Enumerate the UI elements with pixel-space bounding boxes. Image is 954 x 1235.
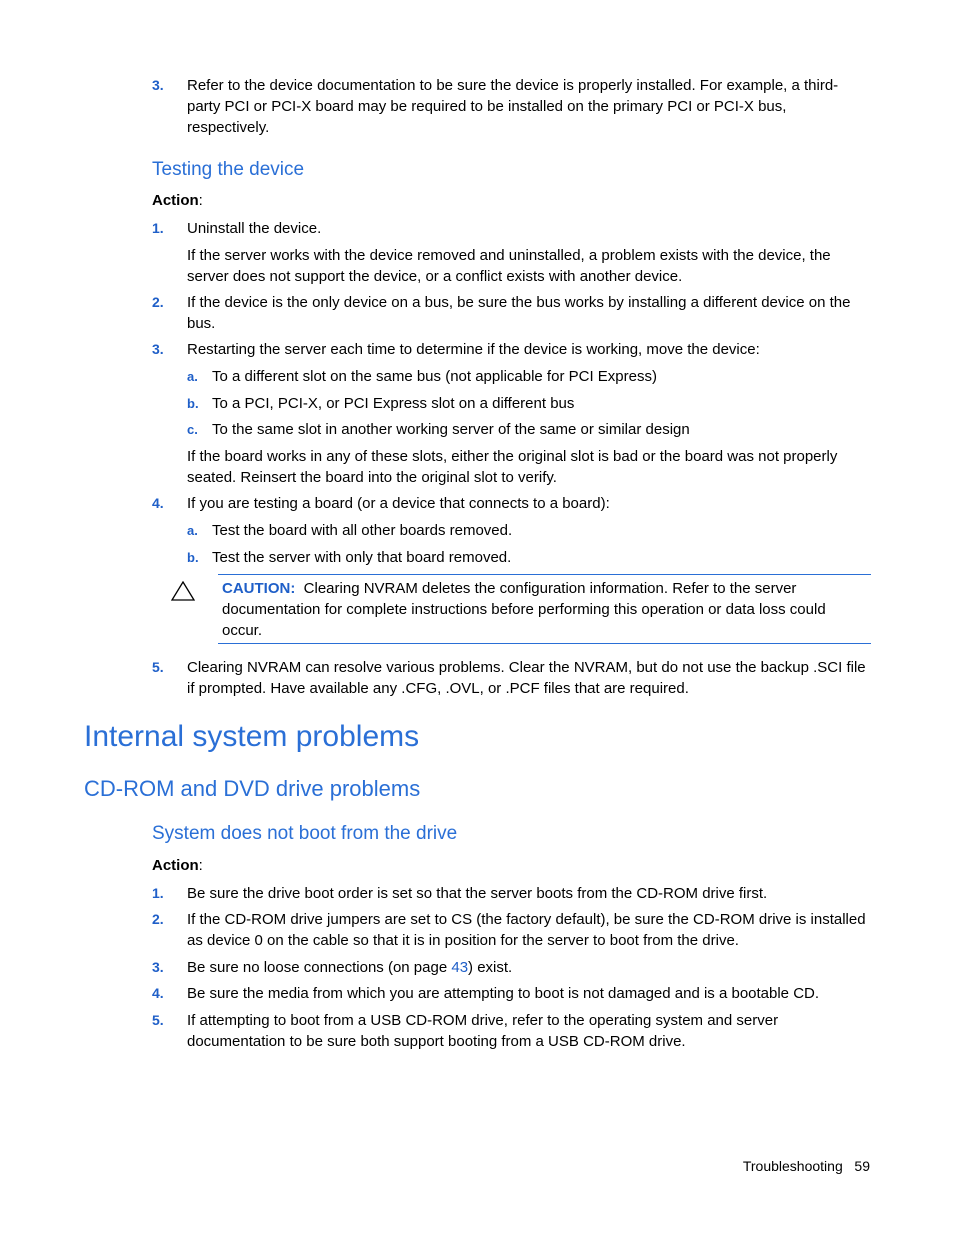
subsection-heading-boot: System does not boot from the drive	[152, 823, 458, 844]
list-number: 2.	[152, 294, 164, 310]
sublist-item-text: To a PCI, PCI-X, or PCI Express slot on a different bus	[212, 395, 575, 412]
list-number: 3.	[152, 959, 164, 975]
list-number: 2.	[152, 911, 164, 927]
caution-notice	[222, 578, 862, 641]
list-item-text: Uninstall the device.	[187, 220, 322, 237]
chapter-heading: Internal system problems	[84, 720, 420, 753]
caution-text: Clearing NVRAM deletes the configuration information. Refer to the server documentation for complete instructions before performing this operation or data loss could occur.	[222, 580, 826, 639]
list-item-text: If you are testing a board (or a device that connects to a board):	[187, 495, 610, 512]
list-number: 3.	[152, 77, 164, 93]
list-item-detail: If the server works with the device removed and uninstalled, a problem exists with the device, the server does not support the device, or a conflict exists with another device.	[187, 247, 831, 285]
list-item-text: Clearing NVRAM can resolve various problems. Clear the NVRAM, but do not use the backup .SCI file if prompted. Have available any .CFG, .OVL, or .PCF files that are required.	[187, 659, 866, 697]
page-link[interactable]: 43	[451, 959, 469, 976]
sublist-item-text: To the same slot in another working server of the same or similar design	[212, 421, 690, 438]
list-number: 3.	[152, 341, 164, 357]
list-item-text: If attempting to boot from a USB CD-ROM drive, refer to the operating system and server documentation to be sure both support booting from a USB CD-ROM drive.	[187, 1012, 779, 1050]
list-number: 1.	[152, 885, 164, 901]
sublist-item-text: Test the board with all other boards removed.	[212, 522, 513, 539]
sublist-letter: b.	[187, 396, 199, 411]
list-item-text: Refer to the device documentation to be sure the device is properly installed. For example, a third-party PCI or PCI-X board may be required to be installed on the primary PCI or PCI-X bus, respectively.	[187, 77, 839, 136]
sublist-letter: b.	[187, 550, 199, 565]
list-item-text: Be sure the drive boot order is set so that the server boots from the CD-ROM drive first.	[187, 885, 768, 902]
list-item-text: Restarting the server each time to determine if the device is working, move the device:	[187, 341, 760, 358]
caution-label: CAUTION:	[222, 580, 296, 597]
list-number: 5.	[152, 659, 164, 675]
list-item-text: Be sure no loose connections (on page 43) exist.	[187, 959, 513, 976]
list-number: 5.	[152, 1012, 164, 1028]
sublist-item-text: Test the server with only that board removed.	[212, 549, 512, 566]
sublist-letter: a.	[187, 523, 198, 538]
list-number: 1.	[152, 220, 164, 236]
section-heading-testing: Testing the device	[152, 159, 305, 180]
sublist-letter: c.	[187, 422, 198, 437]
list-item-text: Be sure the media from which you are attempting to boot is not damaged and is a bootable CD.	[187, 985, 820, 1002]
list-item-detail: If the board works in any of these slots, either the original slot is bad or the board was not properly seated. Reinsert the board into the original slot to verify.	[187, 448, 838, 486]
list-number: 4.	[152, 495, 164, 511]
page-number: 59	[854, 1158, 870, 1174]
list-item-text: If the CD-ROM drive jumpers are set to CS (the factory default), be sure the CD-ROM drive is installed as device 0 on the cable so that it is in position for the server to boot from the drive.	[187, 911, 866, 949]
action-label: Action:	[152, 192, 203, 209]
sublist-letter: a.	[187, 369, 198, 384]
warning-triangle-icon	[171, 581, 195, 601]
list-number: 4.	[152, 985, 164, 1001]
page-footer	[743, 1158, 870, 1174]
footer-section: Troubleshooting	[742, 1158, 843, 1174]
section-heading-cdrom: CD-ROM and DVD drive problems	[84, 776, 421, 801]
action-label: Action:	[152, 857, 203, 874]
sublist-item-text: To a different slot on the same bus (not applicable for PCI Express)	[212, 368, 657, 385]
list-item-text: If the device is the only device on a bus, be sure the bus works by installing a different device on the bus.	[187, 294, 851, 332]
